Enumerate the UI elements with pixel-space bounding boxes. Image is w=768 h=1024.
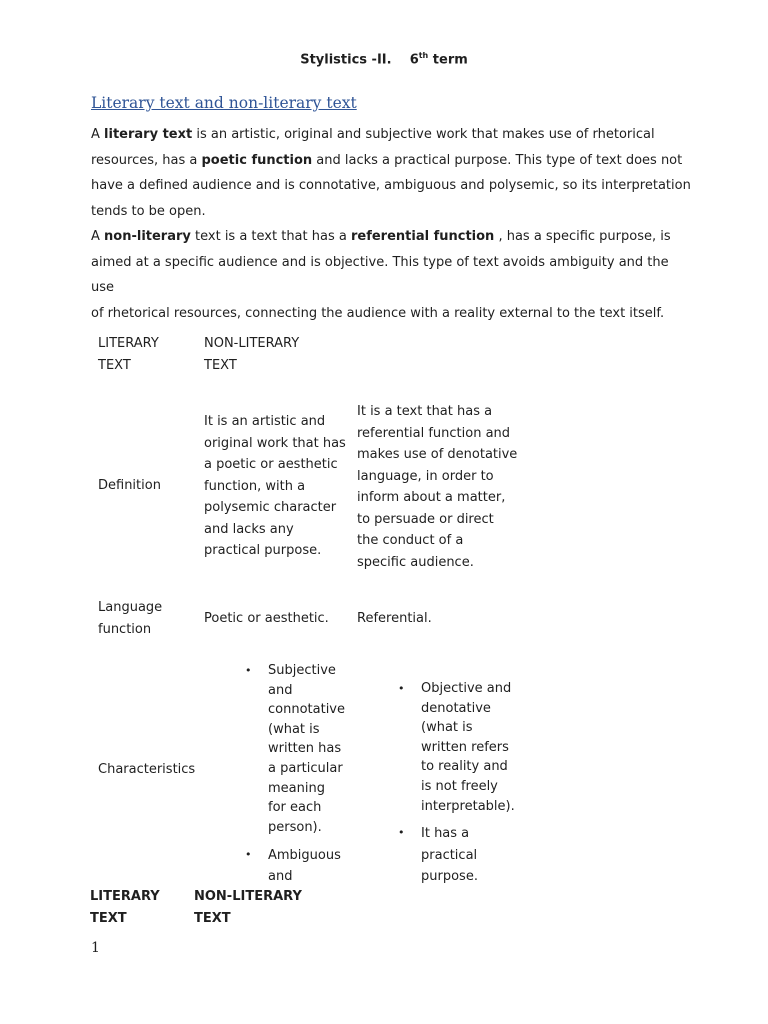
cell-line: It has a bbox=[421, 826, 470, 841]
cell-line: a poetic or aesthetic bbox=[204, 457, 338, 472]
row-label-language-line2: function bbox=[98, 621, 152, 637]
paragraph-literary bbox=[91, 122, 691, 224]
table-header-literary bbox=[98, 333, 159, 376]
footer-header-non-literary-line2: TEXT bbox=[194, 910, 231, 926]
header-term-number: 6 bbox=[409, 52, 419, 68]
para1-bold-poetic-function: poetic function bbox=[201, 152, 313, 168]
para1-text-d: and lacks a practical purpose. This type of text does not bbox=[312, 152, 683, 168]
cell-line: to persuade or direct bbox=[357, 511, 494, 527]
para1-line3: have a defined audience and is connotative, ambiguous and polysemic, so its interpretation bbox=[91, 178, 691, 194]
para1-text-b: is an artistic, original and subjective work that makes use of rhetorical bbox=[192, 127, 655, 142]
para2-bold-non-literary: non-literary bbox=[104, 229, 191, 244]
para1-bold-literary-text: literary text bbox=[104, 127, 193, 142]
cell-line: meaning bbox=[268, 780, 325, 796]
row-label-definition: Definition bbox=[98, 478, 161, 493]
characteristics-literary-bullet2 bbox=[268, 845, 341, 887]
cell-line: polysemic character bbox=[204, 500, 337, 515]
para2-text-c: , has a specific purpose, is bbox=[494, 229, 671, 244]
cell-line: (what is bbox=[421, 720, 473, 736]
cell-line: practical purpose. bbox=[204, 543, 322, 558]
cell-line: purpose. bbox=[421, 869, 478, 884]
bullet-icon: • bbox=[398, 682, 405, 695]
bullet-icon: • bbox=[245, 664, 252, 677]
table-header-literary-line2: TEXT bbox=[98, 357, 131, 373]
para2-line2: aimed at a specific audience and is objective. This type of text avoids ambiguity and the use bbox=[91, 254, 669, 296]
cell-line: and bbox=[268, 682, 293, 698]
cell-line: connotative bbox=[268, 702, 345, 718]
cell-line: original work that has bbox=[204, 435, 346, 451]
row-label-language-function bbox=[98, 597, 162, 640]
bullet-icon: • bbox=[245, 848, 252, 861]
characteristics-non-literary-bullet2 bbox=[421, 823, 478, 888]
cell-line: Ambiguous bbox=[268, 848, 341, 863]
para1-line2 bbox=[91, 148, 691, 174]
bullet-icon: • bbox=[398, 826, 405, 839]
para2-bold-referential-function: referential function bbox=[350, 229, 495, 244]
para2-line1 bbox=[91, 224, 691, 250]
para1-text-c: resources, has a bbox=[91, 152, 202, 168]
characteristics-non-literary-bullet1 bbox=[421, 679, 515, 816]
header-term-word: term bbox=[428, 52, 468, 68]
para2-text-a: A bbox=[91, 229, 105, 244]
footer-header-non-literary-line1: NON-LITERARY bbox=[194, 889, 302, 904]
cell-line: interpretable). bbox=[421, 798, 515, 814]
language-non-literary-cell: Referential. bbox=[357, 611, 432, 626]
para2-text-b: text is a text that has a bbox=[190, 229, 351, 244]
para2-line3: of rhetorical resources, connecting the audience with a reality external to the text itself. bbox=[91, 305, 665, 321]
cell-line: language, in order to bbox=[357, 468, 494, 484]
para1-line4: tends to be open. bbox=[91, 203, 206, 219]
cell-line: written refers bbox=[421, 739, 509, 755]
cell-line: It is an artistic and bbox=[204, 414, 326, 429]
footer-header-non-literary bbox=[194, 886, 302, 929]
table-header-non-literary-line1: NON-LITERARY bbox=[204, 336, 300, 351]
cell-line: Objective and bbox=[421, 681, 512, 696]
cell-line: referential function and bbox=[357, 425, 511, 441]
cell-line: for each bbox=[268, 800, 322, 816]
cell-line: function, with a bbox=[204, 478, 306, 494]
page-number: 1 bbox=[91, 940, 100, 956]
header-title: Stylistics -II. bbox=[300, 52, 392, 68]
footer-header-literary bbox=[90, 886, 160, 929]
definition-literary-cell bbox=[204, 411, 346, 562]
header-term-suffix: th bbox=[418, 51, 429, 60]
table-header-non-literary bbox=[204, 333, 299, 376]
row-label-characteristics: Characteristics bbox=[98, 762, 196, 777]
footer-header-literary-line2: TEXT bbox=[90, 910, 127, 926]
cell-line: to reality and bbox=[421, 759, 508, 775]
table-header-literary-line1: LITERARY bbox=[98, 336, 159, 351]
cell-line: and lacks any bbox=[204, 521, 294, 537]
row-label-language-line1: Language bbox=[98, 600, 163, 615]
document-header bbox=[0, 51, 768, 67]
definition-non-literary-cell bbox=[357, 401, 517, 573]
cell-line: (what is bbox=[268, 721, 320, 737]
cell-line: is not freely bbox=[421, 778, 498, 794]
cell-line: denotative bbox=[421, 700, 491, 716]
cell-line: written has bbox=[268, 741, 342, 757]
table-header-non-literary-line2: TEXT bbox=[204, 357, 237, 373]
footer-header-literary-line1: LITERARY bbox=[90, 889, 160, 904]
paragraph-non-literary bbox=[91, 224, 691, 326]
characteristics-literary-bullet1 bbox=[268, 661, 345, 837]
cell-line: person). bbox=[268, 819, 322, 835]
cell-line: specific audience. bbox=[357, 554, 474, 570]
para1-text-a: A bbox=[91, 127, 105, 142]
para1-line1 bbox=[91, 122, 691, 148]
cell-line: a particular bbox=[268, 760, 343, 776]
cell-line: inform about a matter, bbox=[357, 490, 506, 505]
cell-line: It is a text that has a bbox=[357, 404, 493, 419]
cell-line: and bbox=[268, 869, 293, 884]
cell-line: Subjective bbox=[268, 663, 336, 678]
cell-line: makes use of denotative bbox=[357, 447, 518, 462]
section-heading: Literary text and non-literary text bbox=[91, 94, 357, 112]
cell-line: the conduct of a bbox=[357, 533, 464, 548]
cell-line: practical bbox=[421, 847, 478, 863]
language-literary-cell: Poetic or aesthetic. bbox=[204, 611, 329, 626]
